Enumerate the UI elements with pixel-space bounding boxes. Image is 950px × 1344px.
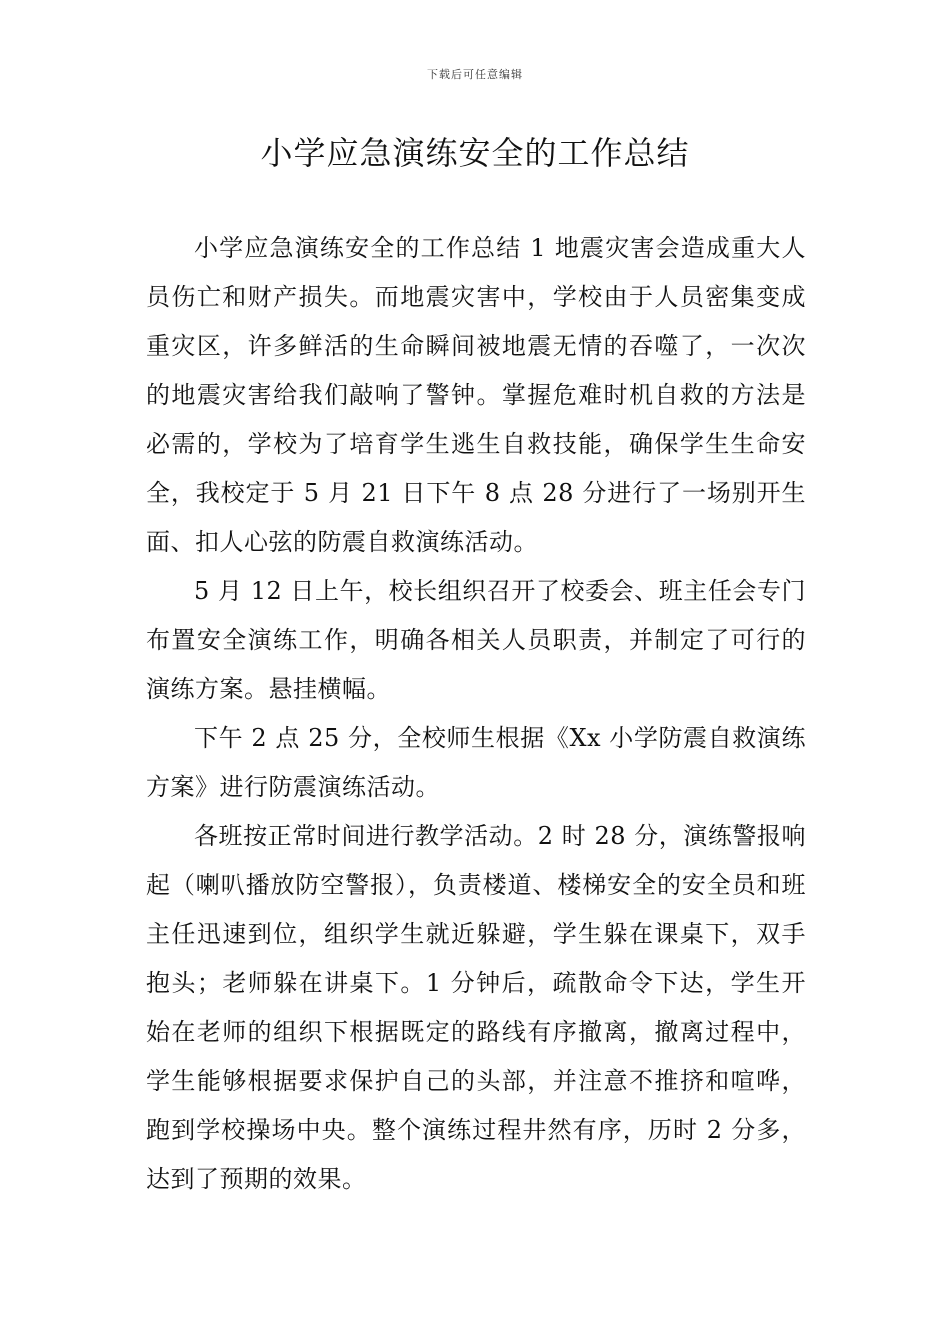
document-body [146,224,806,1204]
header-note: 下载后可任意编辑 [427,68,523,81]
paragraph-intro: 小学应急演练安全的工作总结 1 地震灾害会造成重大人员伤亡和财产损失。而地震灾害中，学校由于人员密集变成重灾区，许多鲜活的生命瞬间被地震无情的吞噬了，一次次的地震灾害给我们敲响了警钟。掌握危难时机自救的方法是必需的，学校为了培育学生逃生自救技能，确保学生生命安全，我校定于 5 月 21 日下午 8 点 28 分进行了一场别开生面、扣人心弦的防震自救演练活动。 [146,234,806,556]
paragraph-drill-process: 各班按正常时间进行教学活动。2 时 28 分，演练警报响起（喇叭播放防空警报），负责楼道、楼梯安全的安全员和班主任迅速到位，组织学生就近躲避，学生躲在课桌下，双手抱头；老师躲在讲桌下。1 分钟后，疏散命令下达，学生开始在老师的组织下根据既定的路线有序撤离，撤离过程中，学生能够根据要求保护自己的头部，并注意不推挤和喧哗，跑到学校操场中央。整个演练过程井然有序，历时 2 分多，达到了预期的效果。 [146,822,806,1193]
paragraph-drill-start: 下午 2 点 25 分，全校师生根据《Xx 小学防震自救演练方案》进行防震演练活动。 [146,724,806,801]
paragraph-preparation: 5 月 12 日上午，校长组织召开了校委会、班主任会专门布置安全演练工作，明确各相关人员职责，并制定了可行的演练方案。悬挂横幅。 [146,577,806,703]
document-title: 小学应急演练安全的工作总结 [260,134,690,172]
